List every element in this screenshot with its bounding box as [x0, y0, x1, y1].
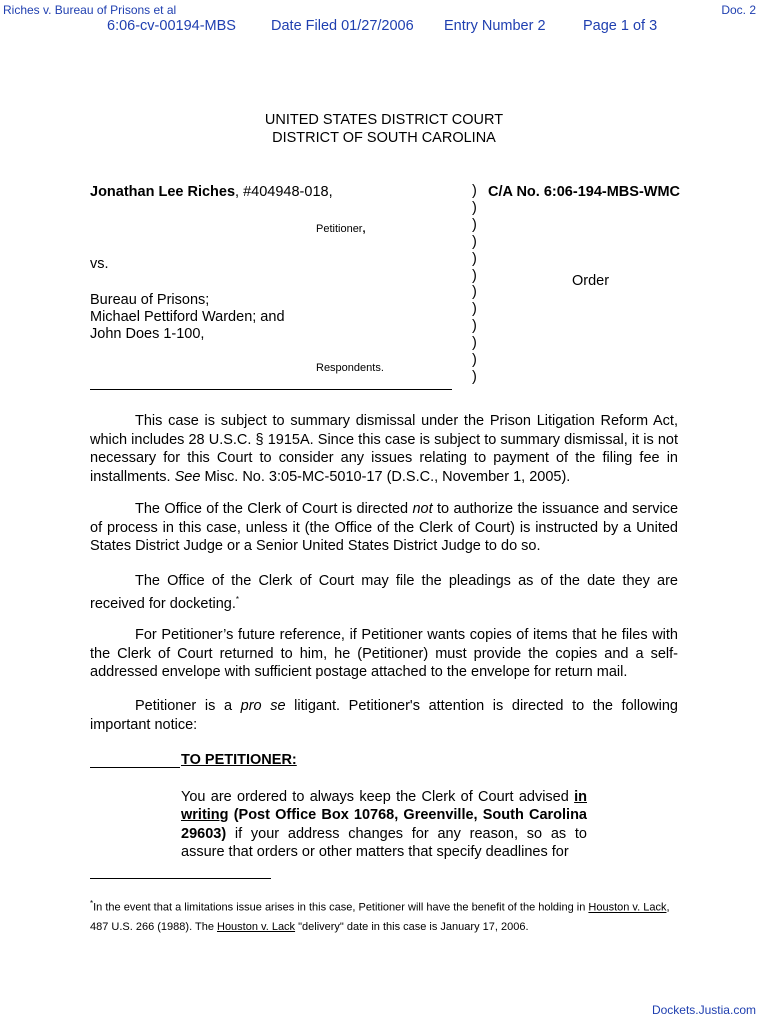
paren-8: ) [472, 301, 477, 318]
petitioner-name: Jonathan Lee Riches [90, 184, 236, 200]
date-filed: Date Filed 01/27/2006 [271, 18, 414, 34]
footnote-text-a: In the event that a limitations issue arises in this case, Petitioner will have the benefit of the holding in [93, 901, 589, 914]
paragraph-1 [90, 412, 678, 486]
entry-number: Entry Number 2 [444, 18, 546, 34]
notice-body [181, 788, 587, 861]
doc-number-link[interactable]: Doc. 2 [721, 3, 756, 17]
footnote-mark: * [90, 899, 94, 908]
notice-address: (Post Office Box 10768, Greenville, South Carolina 29603) [181, 807, 587, 842]
caption-rule [90, 389, 452, 390]
paren-6: ) [472, 267, 477, 284]
respondent-1: Bureau of Prisons; [90, 292, 210, 308]
p3-text: The Office of the Clerk of Court may file the pleadings as of the date they are received for docketing. [90, 573, 678, 612]
notice-text-b: if your address changes for any reason, so as to assure that orders or other matters that specify deadlines for [181, 825, 587, 860]
versus: vs. [90, 256, 109, 272]
paragraph-5 [90, 697, 678, 734]
paren-3: ) [472, 216, 477, 233]
p1-text-a: This case is subject to summary dismissal under the Prison Litigation Reform Act, which includes 28 U.S.C. § 1915A. Since this case is subject to summary dismissal, it is not necessary for this Court to consider any issues relating to payment of the filing fee in installments. [90, 413, 678, 485]
respondent-2: Michael Pettiford Warden; and [90, 309, 285, 325]
case-number-caption: C/A No. 6:06-194-MBS-WMC [488, 184, 681, 200]
page-indicator: Page 1 of 3 [583, 18, 658, 34]
p1-see: See [174, 468, 201, 485]
p1-text-b: Misc. No. 3:05-MC-5010-17 (D.S.C., November 1, 2005). [200, 468, 571, 485]
footnote-text-b: , 487 U.S. 266 (1988). The [90, 901, 670, 933]
footnote-text-c: "delivery" date in this case is January 17, 2006. [295, 920, 529, 933]
court-name: UNITED STATES DISTRICT COURT [264, 112, 504, 128]
petitioner-role [316, 223, 366, 235]
footnote-case-1: Houston v. Lack [588, 901, 667, 914]
paren-2: ) [472, 199, 477, 216]
footnote-marker: * [235, 594, 240, 604]
justia-link[interactable]: Dockets.Justia.com [651, 1003, 756, 1017]
p5-text-a: Petitioner is a [135, 698, 241, 714]
case-number: 6:06-cv-00194-MBS [107, 18, 236, 34]
paren-11: ) [472, 352, 477, 369]
respondents-role: Respondents. [316, 362, 384, 374]
paren-9: ) [472, 318, 477, 335]
p5-pro-se: pro se [240, 698, 286, 714]
petitioner-role-text: Petitioner [316, 223, 363, 235]
p2-text-b: to authorize the issuance and service of process in this case, unless it (the Office of the Clerk of Court) is instructed by a United States District Judge or a Senior United States District Judge to do so. [90, 501, 679, 554]
paren-5: ) [472, 250, 477, 267]
footnote [90, 894, 680, 937]
paren-4: ) [472, 233, 477, 250]
notice-leader-rule [90, 767, 180, 768]
paren-10: ) [472, 335, 477, 352]
notice-in-writing: in writing [181, 789, 587, 824]
document-type: Order [572, 273, 610, 289]
petitioner-role-comma: , [362, 223, 366, 235]
paren-7: ) [472, 284, 477, 301]
case-title-link[interactable]: Riches v. Bureau of Prisons et al [3, 3, 177, 17]
paren-12: ) [472, 368, 477, 385]
paragraph-4 [90, 626, 678, 682]
footnote-rule [90, 878, 271, 879]
court-district: DISTRICT OF SOUTH CAROLINA [272, 130, 496, 146]
p5-text-b: litigant. Petitioner's attention is directed to the following important notice: [90, 698, 678, 733]
petitioner-line [90, 184, 333, 200]
footnote-case-2: Houston v. Lack [217, 920, 296, 933]
respondent-3: John Does 1-100, [90, 326, 205, 342]
notice-heading: TO PETITIONER: [181, 752, 297, 768]
p4-text: For Petitioner’s future reference, if Petitioner wants copies of items that he files with the Clerk of Court returned to him, he (Petitioner) must provide the copies and a self-addressed envelope with sufficient postage attached to the envelope for return mail. [90, 627, 678, 680]
p2-text-a: The Office of the Clerk of Court is directed [135, 501, 413, 517]
paragraph-3 [90, 572, 678, 613]
paren-1: ) [472, 183, 477, 199]
notice-text-a: You are ordered to always keep the Clerk of Court advised [181, 789, 575, 805]
paragraph-2 [90, 500, 678, 556]
p2-not: not [412, 501, 433, 517]
petitioner-number: , #404948-018, [235, 184, 333, 200]
caption-parentheses [472, 183, 477, 386]
